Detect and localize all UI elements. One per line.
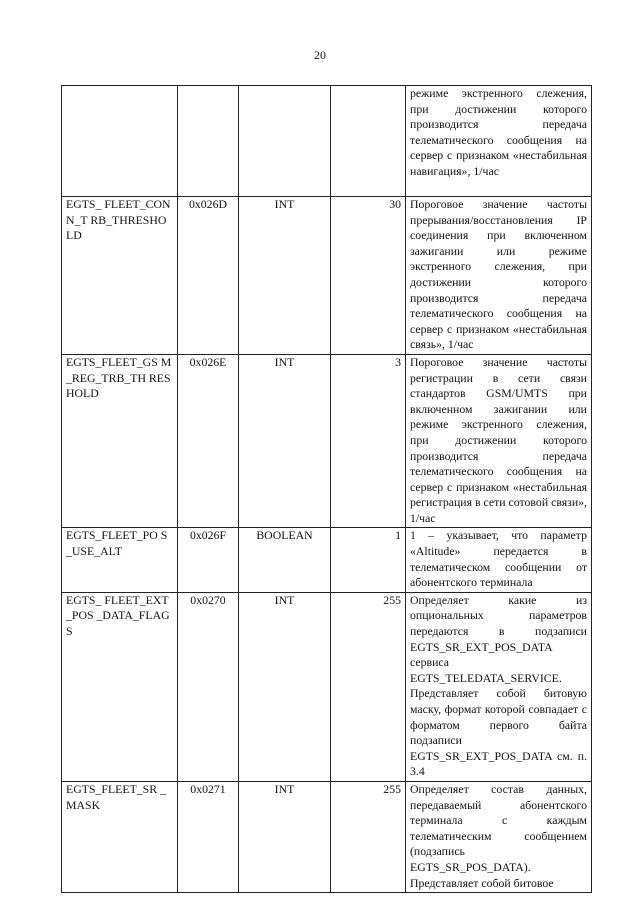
param-value-cell: 30 [331, 197, 406, 355]
param-type-cell: INT [239, 781, 331, 892]
table-row [62, 592, 592, 781]
param-value-cell: 255 [331, 592, 406, 781]
param-description-cell: 1 – указывает, что параметр «Altitude» передается в телематическом сообщении от абонентского терминала [406, 528, 592, 592]
param-name-cell: EGTS_FLEET_SR _MASK [62, 781, 178, 892]
param-description-cell: Определяет какие из опциональных параметров передаются в подзаписи EGTS_SR_EXT_POS_DATA сервиса EGTS_TELEDATA_SERVICE. Представляет собой битовую маску, формат которой совпадает с форматом первого байта подзаписи EGTS_SR_EXT_POS_DATA см. п. 3.4 [406, 592, 592, 781]
param-code-cell: 0x026E [178, 354, 239, 528]
param-code-cell: 0x026F [178, 528, 239, 592]
parameters-table [61, 85, 592, 893]
param-name-cell: EGTS_ FLEET_CONN_T RB_THRESHOLD [62, 197, 178, 355]
param-description-cell: Пороговое значение частоты прерывания/восстановления IP соединения при включенном зажигании или режиме экстренного слежения, при достижении которого производится передача телематического сообщения на сервер с признаком «нестабильная связь», 1/час [406, 197, 592, 355]
param-name-cell [62, 86, 178, 197]
param-name-cell: EGTS_FLEET_PO S_USE_ALT [62, 528, 178, 592]
param-code-cell [178, 86, 239, 197]
param-type-cell: INT [239, 197, 331, 355]
page-number: 20 [314, 48, 326, 62]
param-value-cell [331, 86, 406, 197]
table-row [62, 354, 592, 528]
param-value-cell: 3 [331, 354, 406, 528]
param-code-cell: 0x0271 [178, 781, 239, 892]
param-name-cell: EGTS_ FLEET_EXT_POS _DATA_FLAGS [62, 592, 178, 781]
param-type-cell [239, 86, 331, 197]
param-value-cell: 255 [331, 781, 406, 892]
param-description-cell: Пороговое значение частоты регистрации в сети связи стандартов GSM/UMTS при включенном зажигании или режиме экстренного слежения, при достижении которого производится передача телематического сообщения на сервер с признаком «нестабильная регистрация в сети сотовой связи», 1/час [406, 354, 592, 528]
param-code-cell: 0x026D [178, 197, 239, 355]
table-row [62, 86, 592, 197]
table-row [62, 197, 592, 355]
param-value-cell: 1 [331, 528, 406, 592]
param-type-cell: BOOLEAN [239, 528, 331, 592]
param-description-cell: Определяет состав данных, передаваемый абонентского терминала с каждым телематическим сообщением (подзапись EGTS_SR_POS_DATA). Представляет собой битовое [406, 781, 592, 892]
param-name-cell: EGTS_FLEET_GS M_REG_TRB_TH RESHOLD [62, 354, 178, 528]
table-row [62, 781, 592, 892]
param-description-cell: режиме экстренного слежения, при достижении которого производится передача телематического сообщения на сервер с признаком «нестабильная навигация», 1/час [406, 86, 592, 197]
param-code-cell: 0x0270 [178, 592, 239, 781]
param-type-cell: INT [239, 354, 331, 528]
param-type-cell: INT [239, 592, 331, 781]
table-row [62, 528, 592, 592]
